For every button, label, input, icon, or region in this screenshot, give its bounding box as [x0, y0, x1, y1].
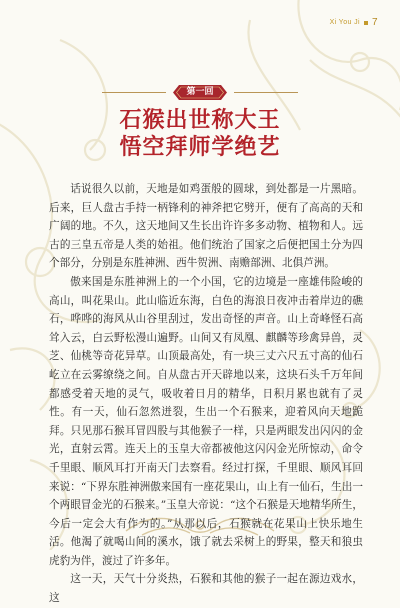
page-number: 7	[372, 17, 378, 28]
chapter-title-line2: 悟空拜师学绝艺	[119, 134, 281, 160]
running-header	[330, 17, 378, 28]
paragraph: 话说很久以前，天地是如鸡蛋般的圆球，到处都是一片黑暗。后来，巨人盘古手持一柄锋利的神斧把它劈开，便有了高高的天和广阔的地。不久，这天地间又生长出许许多多动物、植物和人。远古的三皇五帝是人类的始祖。他们统治了国家之后便把国土分为四个部分，分别是东胜神洲、西牛贺洲、南赡部洲、北俱芦洲。	[49, 183, 363, 270]
divider-left	[102, 92, 166, 93]
chapter-heading	[0, 85, 400, 100]
body-text	[49, 180, 363, 608]
paragraph: 傲来国是东胜神洲上的一个小国，它的边境是一座雄伟险峻的高山，叫花果山。此山临近东海，白色的海浪日夜冲击着岸边的礁石，哗哗的海风从山谷里刮过，发出奇怪的声音。山上奇峰怪石高耸入云，白云野松漫山遍野。山间又有凤凰、麒麟等珍禽异兽，灵芝、仙桃等奇花异草。山顶最高处，有一块三丈六尺五寸高的仙石屹立在云雾缭绕之间。自从盘古开天辟地以来，这块石头千万年间都感受着天地的灵气，吸收着日月的精华，日积月累也就有了灵性。有一天，仙石忽然迸裂，生出一个石猴来，迎着风向天地跪拜。只见那石猴耳冒四股与其他猴子一样，只是两眼发出闪闪的金光，直射云霄。连天上的玉皇大帝都被他这闪闪金光所惊动，命令千里眼、顺风耳打开南天门去察看。经过打探，千里眼、顺风耳回来说：“下界东胜神洲傲来国有一座花果山，山上有一仙石，生出一个两眼冒金光的石猴来。”玉皇大帝说：“这个石猴是天地精华所生，今后一定会大有作为的。”从那以后，石猴就在花果山上快乐地生活。他渴了就喝山间的溪水，饿了就去采树上的野果，整天和狼虫虎豹为伴，渡过了许多年。	[49, 275, 363, 567]
chapter-title-line1: 石猴出世称大王	[119, 107, 281, 133]
square-icon	[364, 21, 368, 25]
divider-right	[234, 92, 298, 93]
running-title: Xi You Ji	[329, 19, 361, 26]
chapter-label: 第一回	[186, 87, 214, 97]
chapter-badge	[173, 85, 227, 100]
paragraph: 这一天，天气十分炎热，石猴和其他的猴子一起在源边戏水，这	[49, 573, 363, 605]
